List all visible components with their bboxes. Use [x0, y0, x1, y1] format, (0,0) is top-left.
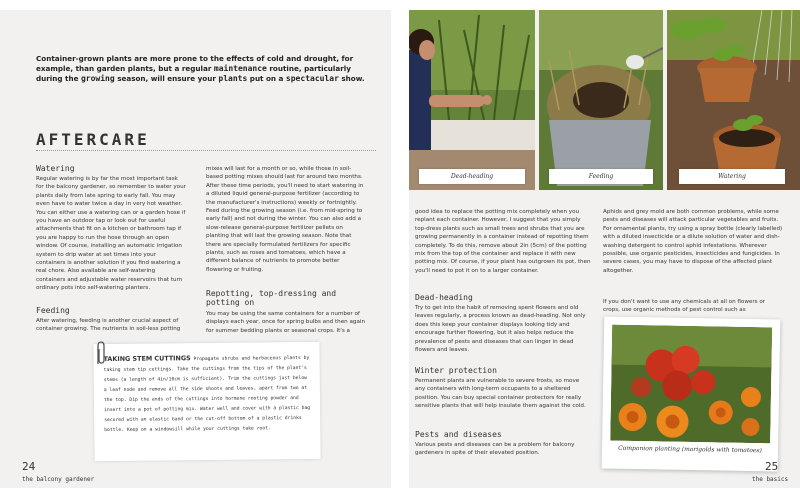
polaroid-caption: Companion planting (marigolds with tomatoes)	[618, 444, 762, 455]
note-text	[103, 352, 312, 436]
right-folio-text: the basics	[752, 476, 789, 483]
intro-highlight-3: plants	[218, 74, 248, 83]
intro-highlight-2: growing	[80, 74, 115, 83]
left-page	[0, 10, 391, 488]
tomato-marigold-illustration	[610, 325, 772, 444]
column-two-body: mixes will last for a month or so, while those in soil-based potting mixes should last for around two months. After these time periods, you'll need to start watering in a diluted liquid general-purpose fertilizer (according to the manufacturer's instructions) weekly or fortnightly. Feed during the growing season (i.e. from mid-spring to early fall) and not during the winter. You can also add a slow-release general-purpose fertilizer pellets on planting that will last the growing season. Note that there are specially formulated fertilizers for specific plants, such as roses and tomatoes, which have a different balance of nutrients to promote better flowering or fruiting.	[206, 166, 364, 273]
right-column-two-body-2: If you don't want to use any chemicals at all on flowers or crops, use organic methods of pest control such as	[603, 299, 766, 314]
right-column-two-body: Aphids and grey mold are both common problems, while some pests and diseases will attack particular vegetables and fruits. For ornamental plants, try using a spray bottle (clearly labelled) with a diluted insecticide or a dilute solution of water and dish-washing detergent to control aphid infestations. Wherever possible, use organic pesticides, insecticides and fungicides. In severe cases, you may have to dispose of the affected plant altogether.	[603, 209, 783, 274]
right-column-one-body: good idea to replace the potting mix completely when you replant each container. However, I suggest that you simply top-dress plants such as small trees and shrubs that you are growing permanently in a container instead of repotting them completely. To do this, remove about 2in (5cm) of the potting mix from the top of the container and replace it with new potting mix. Of course, if your plant has outgrown its pot, then you'll need to pot it on to a larger container.	[415, 209, 591, 274]
pests-body: Various pests and diseases can be a problem for balcony gardeners in spite of their elevated position.	[415, 442, 575, 457]
photo-caption-feeding: Feeding	[549, 169, 653, 184]
watering-body: Regular watering is by far the most important task for the balcony gardener, so remember to water your plants daily from late spring to early fall. You may even have to water twice a day in very hot weather. You can either use a watering can or a garden hose if you have an outdoor tap or look out for useful attachments that fit on a kitchen or bathroom tap if you are happy to run the hose through an open window. Of course, installing an automatic irrigation system to drip water at set times into your containers is another solution if you find watering a real chore. Also available are self-watering containers and adjustable water reservoirs that turn ordinary pots into self-watering planters.	[36, 176, 186, 292]
right-page	[409, 10, 800, 488]
repotting-subheading: Repotting, top-dressing and potting on	[206, 289, 337, 307]
intro-paragraph: Container-grown plants are more prone to the effects of cold and drought, for example, than garden plants, but a regular maintenance routine, particularly during the growing season, will ensure your plants put on a spectacular show.	[36, 54, 365, 83]
heading-divider	[36, 150, 376, 151]
section-heading: AFTERCARE	[36, 130, 150, 149]
photo-caption-watering: Watering	[679, 169, 785, 184]
winter-protection-body: Permanent plants are vulnerable to severe frosts, so move any containers with long-term occupants to a sheltered position. You can buy special container protectors for really sensitive plants that will help insulate them against the cold.	[415, 378, 586, 410]
winter-protection-subheading: Winter protection	[415, 366, 497, 375]
deadheading-photo	[409, 10, 535, 190]
deadheading-illustration	[409, 10, 535, 190]
right-page-number: 25	[765, 460, 779, 473]
pests-subheading: Pests and diseases	[415, 430, 502, 439]
feeding-body: After watering, feeding is another crucial aspect of container growing. The nutrients in soil-less potting	[36, 318, 181, 333]
deadheading-body: Try to get into the habit of removing spent flowers and old leaves regularly, a process known as dead-heading. Not only does this keep your container displays looking tidy and encourage further flowering, but it also helps reduce the prevalence of pests and diseases that can linger in dead flowers and leaves.	[415, 305, 586, 354]
paperclip-icon	[94, 340, 108, 366]
stem-cuttings-note	[93, 342, 320, 461]
watering-subheading: Watering	[36, 164, 75, 173]
companion-planting-photo	[602, 316, 781, 471]
feeding-subheading: Feeding	[36, 306, 70, 315]
deadheading-subheading: Dead-heading	[415, 293, 473, 302]
watering-illustration	[667, 10, 800, 190]
feeding-illustration	[539, 10, 663, 190]
photo-caption-deadheading: Dead-heading	[419, 169, 525, 184]
repotting-body: You may be using the same containers for a number of displays each year, once for spring bulbs and then again for summer bedding plants or seasonal crops. It's a	[206, 311, 365, 334]
intro-highlight-1: maintenance	[213, 64, 267, 73]
left-folio-text: the balcony gardener	[22, 476, 95, 483]
intro-highlight-4: spectacular	[285, 74, 339, 83]
left-page-number: 24	[22, 460, 36, 473]
companion-planting-image	[610, 325, 772, 444]
watering-photo	[667, 10, 800, 190]
feeding-photo	[539, 10, 663, 190]
note-body: Propagate shrubs and herbaceous plants by taking stem tip cuttings. Take the cuttings from the tips of the plant's stems (a length of 4in/10cm is sufficient). Trim the cuttings just below a leaf node and remove all the side shoots and leaves, apart from two at the top. Dip the ends of the cuttings into hormone rooting powder and insert into a pot of potting mix. Water well and cover with a plastic bag secured with an elastic band or the cut-off bottom of a plastic drinks bottle. Keep on a windowsill while your cuttings take root.	[103, 355, 311, 434]
note-title: TAKING STEM CUTTINGS	[103, 354, 191, 364]
